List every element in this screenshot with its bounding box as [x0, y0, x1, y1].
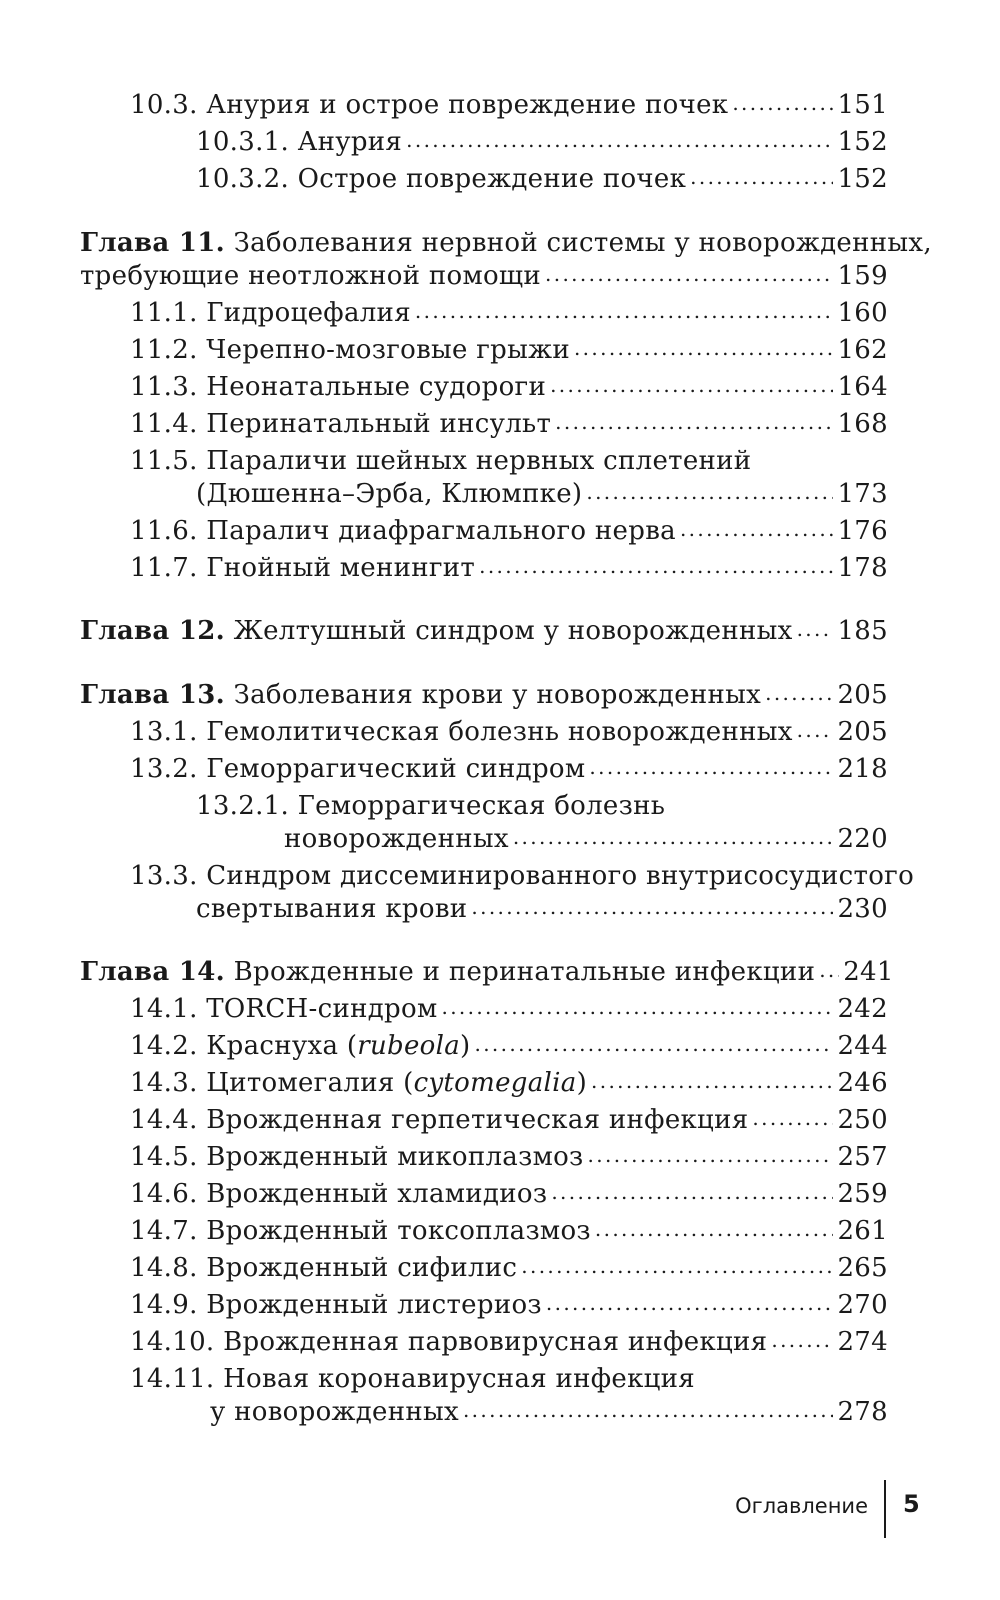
leader-dots: [797, 611, 834, 646]
chapter-heading[interactable]: Глава 11. Заболевания нервной системы у новорожденных,: [80, 228, 932, 258]
leader-dots: [680, 511, 834, 546]
toc-entry[interactable]: 14.5. Врожденный микоплазмоз . . . 257: [130, 1140, 888, 1174]
page-number: 185: [837, 616, 888, 646]
page-number: 164: [837, 372, 888, 402]
page-number: 257: [837, 1142, 888, 1172]
page-number: 205: [837, 680, 888, 710]
toc-entry[interactable]: 11.6. Паралич диафрагмального нерва . . . 176: [130, 514, 888, 548]
toc-entry-line[interactable]: 14.11. Новая коронавирусная инфекция: [130, 1364, 696, 1394]
leader-dots: [797, 712, 834, 747]
page-number: 278: [837, 1397, 888, 1427]
toc-entry[interactable]: (Дюшенна–Эрба, Клюмпке) . . . 173: [196, 477, 888, 511]
toc-entry[interactable]: 14.3. Цитомегалия (cytomegalia) . . . 246: [130, 1066, 888, 1100]
toc-entry[interactable]: 14.4. Врожденная герпетическая инфекция . . . 250: [130, 1103, 888, 1137]
page-number: 259: [837, 1179, 888, 1209]
toc-entry-line[interactable]: 13.2.1. Геморрагическая болезнь: [196, 791, 666, 821]
page-number: 274: [837, 1327, 888, 1357]
toc-entry[interactable]: 14.7. Врожденный токсоплазмоз . . . 261: [130, 1214, 888, 1248]
leader-dots: [415, 293, 834, 328]
chapter-heading[interactable]: Глава 13. Заболевания крови у новорожденных . . . 205: [80, 678, 888, 712]
leader-dots: [588, 1137, 834, 1172]
page-number: 178: [837, 553, 888, 583]
page-number: 176: [837, 516, 888, 546]
leader-dots: [551, 1174, 833, 1209]
leader-dots: [555, 404, 833, 439]
page-number: 173: [837, 479, 888, 509]
page-number: 246: [837, 1068, 888, 1098]
toc-entry[interactable]: 14.6. Врожденный хламидиоз . . . 259: [130, 1177, 888, 1211]
chapter-heading[interactable]: Глава 14. Врожденные и перинатальные инфекции . . . 241: [80, 955, 888, 989]
leader-dots: [690, 159, 833, 194]
leader-dots: [771, 1322, 833, 1357]
toc-entry[interactable]: у новорожденных . . . 278: [210, 1395, 888, 1429]
toc-entry[interactable]: 14.9. Врожденный листериоз . . . 270: [130, 1288, 888, 1322]
toc-entry[interactable]: требующие неотложной помощи . . . 159: [80, 259, 888, 293]
toc-entry[interactable]: 14.2. Краснуха (rubeola) . . . 244: [130, 1029, 888, 1063]
running-footer-title: Оглавление: [735, 1494, 868, 1518]
leader-dots: [471, 889, 833, 924]
toc-entry-line[interactable]: 13.3. Синдром диссеминированного внутрисосудистого: [130, 861, 915, 891]
leader-dots: [406, 122, 833, 157]
toc-entry[interactable]: 13.2. Геморрагический синдром . . . 218: [130, 752, 888, 786]
leader-dots: [819, 952, 839, 987]
page-number: 152: [837, 127, 888, 157]
leader-dots: [732, 85, 833, 120]
toc-entry[interactable]: 11.7. Гнойный менингит . . . 178: [130, 551, 888, 585]
page-number: 151: [837, 90, 888, 120]
leader-dots: [479, 548, 833, 583]
page-number: 218: [837, 754, 888, 784]
leader-dots: [595, 1211, 834, 1246]
leader-dots: [546, 1285, 834, 1320]
toc-entry[interactable]: 14.8. Врожденный сифилис . . . 265: [130, 1251, 888, 1285]
footer-divider: [884, 1480, 886, 1538]
toc-entry[interactable]: 10.3.1. Анурия . . . 152: [196, 125, 888, 159]
folio-page-number: 5: [903, 1490, 920, 1518]
page-number: 242: [837, 994, 888, 1024]
leader-dots: [586, 474, 833, 509]
leader-dots: [574, 330, 834, 365]
chapter-heading[interactable]: Глава 12. Желтушный синдром у новорожденных . . . 185: [80, 614, 888, 648]
toc-entry[interactable]: 14.10. Врожденная парвовирусная инфекция . . . 274: [130, 1325, 888, 1359]
page-number: 244: [837, 1031, 888, 1061]
leader-dots: [550, 367, 833, 402]
toc-entry[interactable]: 10.3. Анурия и острое повреждение почек . . . 151: [130, 88, 888, 122]
page-number: 250: [837, 1105, 888, 1135]
leader-dots: [545, 256, 833, 291]
page-number: 241: [843, 957, 894, 987]
toc-entry-line[interactable]: 11.5. Параличи шейных нервных сплетений: [130, 446, 752, 476]
toc-entry[interactable]: 11.3. Неонатальные судороги . . . 164: [130, 370, 888, 404]
leader-dots: [475, 1026, 834, 1061]
leader-dots: [513, 819, 834, 854]
toc-entry[interactable]: 13.1. Гемолитическая болезнь новорожденных . . . 205: [130, 715, 888, 749]
page-number: 230: [837, 894, 888, 924]
page-number: 160: [837, 298, 888, 328]
leader-dots: [521, 1248, 833, 1283]
page-number: 162: [837, 335, 888, 365]
page-number: 261: [837, 1216, 888, 1246]
page-number: 265: [837, 1253, 888, 1283]
toc-entry[interactable]: 11.4. Перинатальный инсульт . . . 168: [130, 407, 888, 441]
toc-entry[interactable]: свертывания крови . . . 230: [196, 892, 888, 926]
toc-entry[interactable]: новорожденных . . . 220: [284, 822, 888, 856]
page-number: 270: [837, 1290, 888, 1320]
toc-entry[interactable]: 14.1. TORCH-синдром . . . 242: [130, 992, 888, 1026]
page-number: 159: [837, 261, 888, 291]
leader-dots: [589, 749, 833, 784]
page-number: 152: [837, 164, 888, 194]
toc-entry[interactable]: 11.1. Гидроцефалия . . . 160: [130, 296, 888, 330]
page-number: 205: [837, 717, 888, 747]
leader-dots: [463, 1392, 834, 1427]
leader-dots: [441, 989, 833, 1024]
page-number: 168: [837, 409, 888, 439]
leader-dots: [591, 1063, 833, 1098]
leader-dots: [765, 675, 833, 710]
toc-entry[interactable]: 10.3.2. Острое повреждение почек . . . 152: [196, 162, 888, 196]
toc-entry[interactable]: 11.2. Черепно-мозговые грыжи . . . 162: [130, 333, 888, 367]
leader-dots: [752, 1100, 833, 1135]
page-number: 220: [837, 824, 888, 854]
